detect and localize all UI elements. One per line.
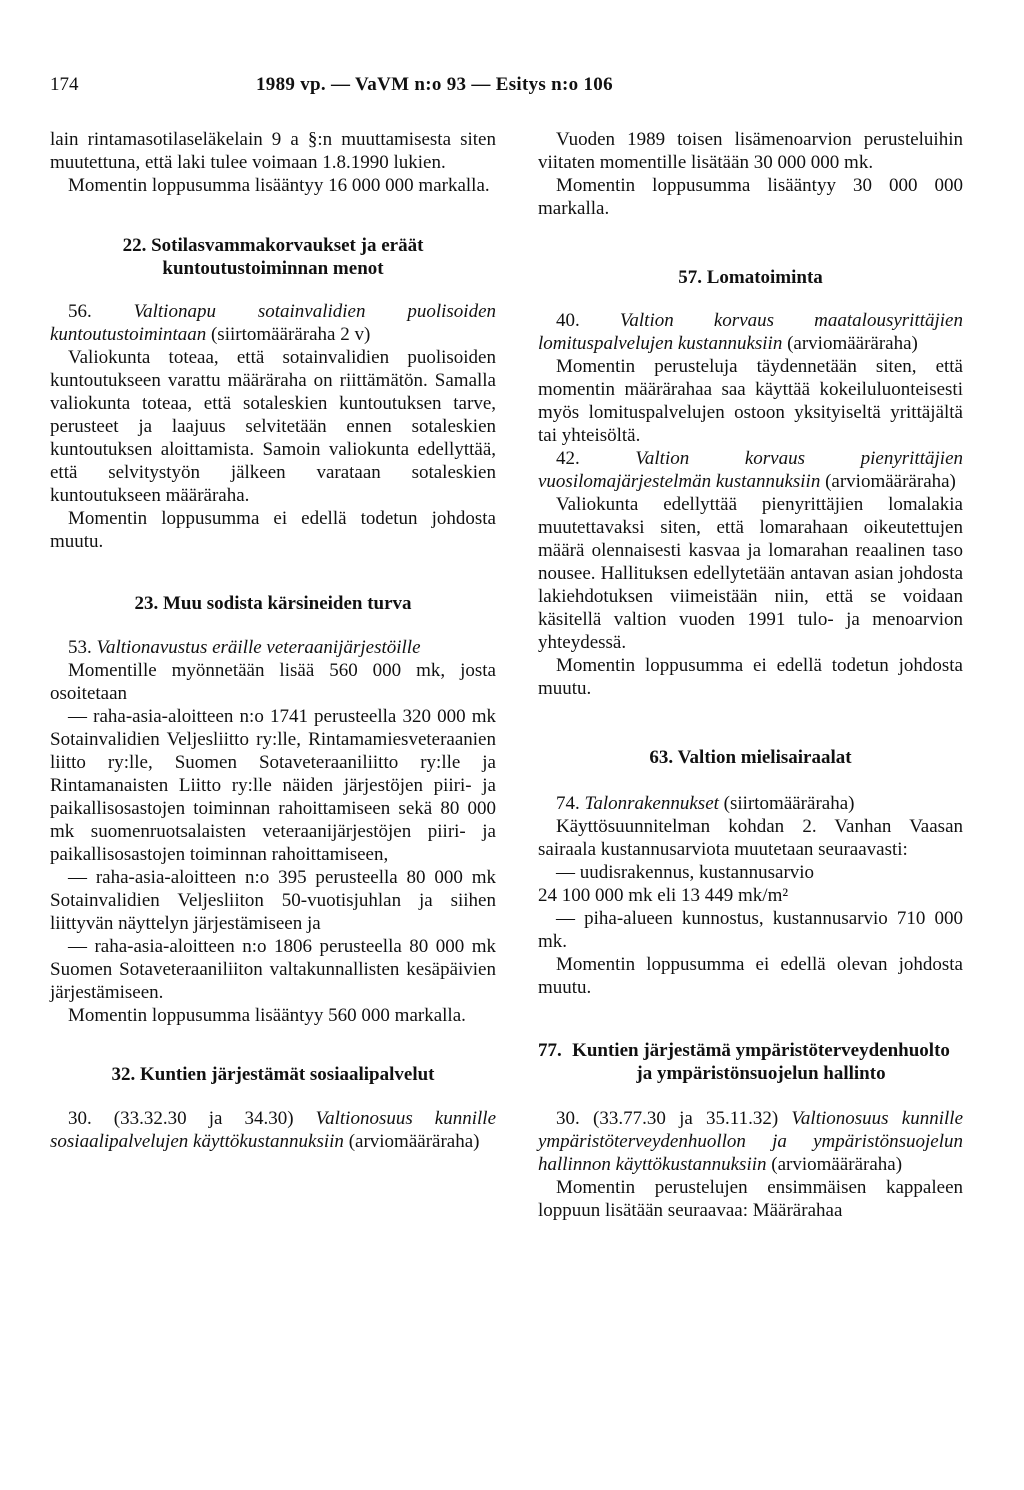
- section-heading: 22. Sotilasvammakorvaukset ja eräät kuntoutustoiminnan menot: [122, 235, 424, 279]
- paragraph: Käyttösuunnitelman kohdan 2. Vanhan Vaasan sairaala kustannusarviota muutetaan seuraavasti:: [538, 816, 963, 860]
- paragraph: Momentin loppusumma lisääntyy 560 000 markalla.: [68, 1005, 466, 1026]
- page-number: 174: [50, 74, 79, 95]
- item-heading: 56. Valtionapu sotainvalidien puolisoiden kuntoutustoimintaan (siirtomääräraha 2 v): [50, 301, 497, 345]
- item-heading: 74. Talonrakennukset (siirtomääräraha): [556, 793, 855, 814]
- paragraph: — uudisrakennus, kustannusarvio: [556, 862, 815, 883]
- right-column: [538, 128, 963, 1222]
- paragraph: Momentin loppusumma ei edellä olevan johdosta muutu.: [538, 954, 963, 998]
- paragraph: Momentin loppusumma ei edellä todetun johdosta muutu.: [50, 508, 496, 552]
- item-heading: 42. Valtion korvaus pienyrittäjien vuosilomajärjestelmän kustannuksiin (arviomääräraha): [538, 448, 964, 492]
- paragraph: Valiokunta toteaa, että sotainvalidien puolisoiden kuntoutukseen varattu määräraha on riittämätön. Samalla valiokunta toteaa, että sotaleskien kuntoutuksen tarve, perusteet ja laajuus selvitetään ennen sotaleskien kuntoutuksen aloittamista. Samoin valiokunta edellyttää, että selvitystyön jälkeen varataan sotaleskien kuntoutukseen määräraha.: [50, 347, 496, 506]
- section-heading: 32. Kuntien järjestämät sosiaalipalvelut: [111, 1064, 435, 1085]
- paragraph: Momentin perustelujen ensimmäisen kappaleen loppuun lisätään seuraavaa: Määrärahaa: [538, 1177, 963, 1221]
- item-heading: 40. Valtion korvaus maatalousyrittäjien lomituspalvelujen kustannuksiin (arviomääräraha): [538, 310, 963, 354]
- document-title: 1989 vp. — VaVM n:o 93 — Esitys n:o 106: [256, 74, 613, 95]
- paragraph: Momentille myönnetään lisää 560 000 mk, josta osoitetaan: [50, 660, 496, 704]
- paragraph: — raha-asia-aloitteen n:o 1806 perusteella 80 000 mk Suomen Sotaveteraaniliiton valtakunnallisten kesäpäivien järjestämiseen.: [50, 936, 496, 1003]
- paragraph: Momentin perusteluja täydennetään siten, että momentin määrärahaa saa käyttää kokeiluluonteisesti myös lomituspalvelujen ostoon yksityiseltä yrittäjältä tai yhteisöltä.: [538, 356, 963, 446]
- section-heading: 77. Kuntien järjestämä ympäristöterveydenhuolto ja ympäristönsuojelun hallinto: [538, 1040, 950, 1084]
- item-heading: 30. (33.32.30 ja 34.30) Valtionosuus kunnille sosiaalipalvelujen käyttökustannuksiin (arviomääräraha): [50, 1108, 496, 1152]
- paragraph: 24 100 000 mk eli 13 449 mk/m²: [538, 885, 789, 906]
- section-heading: 23. Muu sodista kärsineiden turva: [134, 593, 412, 614]
- item-heading: 30. (33.77.30 ja 35.11.32) Valtionosuus kunnille ympäristöterveydenhuollon ja ympäristönsuojelun hallinnon käyttökustannuksiin (arviomääräraha): [538, 1108, 963, 1175]
- paragraph: Momentin loppusumma lisääntyy 16 000 000 markalla.: [68, 175, 490, 196]
- left-column: [50, 128, 496, 1153]
- paragraph: Momentin loppusumma ei edellä todetun johdosta muutu.: [538, 655, 963, 699]
- paragraph: — raha-asia-aloitteen n:o 395 perusteella 80 000 mk Sotainvalidien Veljesliiton 50-vuotisjuhlan ja siihen liittyvän näyttelyn järjestämiseen ja: [50, 867, 496, 934]
- paragraph: — raha-asia-aloitteen n:o 1741 perusteella 320 000 mk Sotainvalidien Veljesliitto ry:lle, Rintamamiesveteraanien liitto ry:lle, Suomen Sotaveteraaniliitto ry:lle ja Rintamanaisten Liitto ry:lle näiden järjestöjen piiri- ja paikallisosastojen toiminnan rahoittamiseen sekä 80 000 mk suomenruotsalaisten veteraanijärjestöjen piiri- ja paikallisosastojen toiminnan rahoittamiseen,: [50, 706, 496, 865]
- paragraph: lain rintamasotilaseläkelain 9 a §:n muuttamisesta siten muutettuna, että laki tulee voimaan 1.8.1990 lukien.: [50, 129, 496, 173]
- section-heading: 63. Valtion mielisairaalat: [649, 747, 852, 768]
- paragraph: Momentin loppusumma lisääntyy 30 000 000 markalla.: [538, 175, 963, 219]
- paragraph: — piha-alueen kunnostus, kustannusarvio 710 000 mk.: [538, 908, 963, 952]
- paragraph: Vuoden 1989 toisen lisämenoarvion perusteluihin viitaten momentille lisätään 30 000 000 mk.: [538, 129, 963, 173]
- page-header: [50, 74, 974, 104]
- item-heading: 53. Valtionavustus eräille veteraanijärjestöille: [68, 637, 421, 658]
- section-heading: 57. Lomatoiminta: [678, 267, 823, 288]
- paragraph: Valiokunta edellyttää pienyrittäjien lomalakia muutettavaksi siten, että lomarahaan oikeutettujen määrä olennaisesti kasvaa ja lomarahan reaalinen taso nousee. Hallituksen edellytetään antavan asian johdosta lakiehdotuksen viimeistään niin, että se voidaan käsitellä valtion vuoden 1991 tulo- ja menoarvion yhteydessä.: [538, 494, 963, 653]
